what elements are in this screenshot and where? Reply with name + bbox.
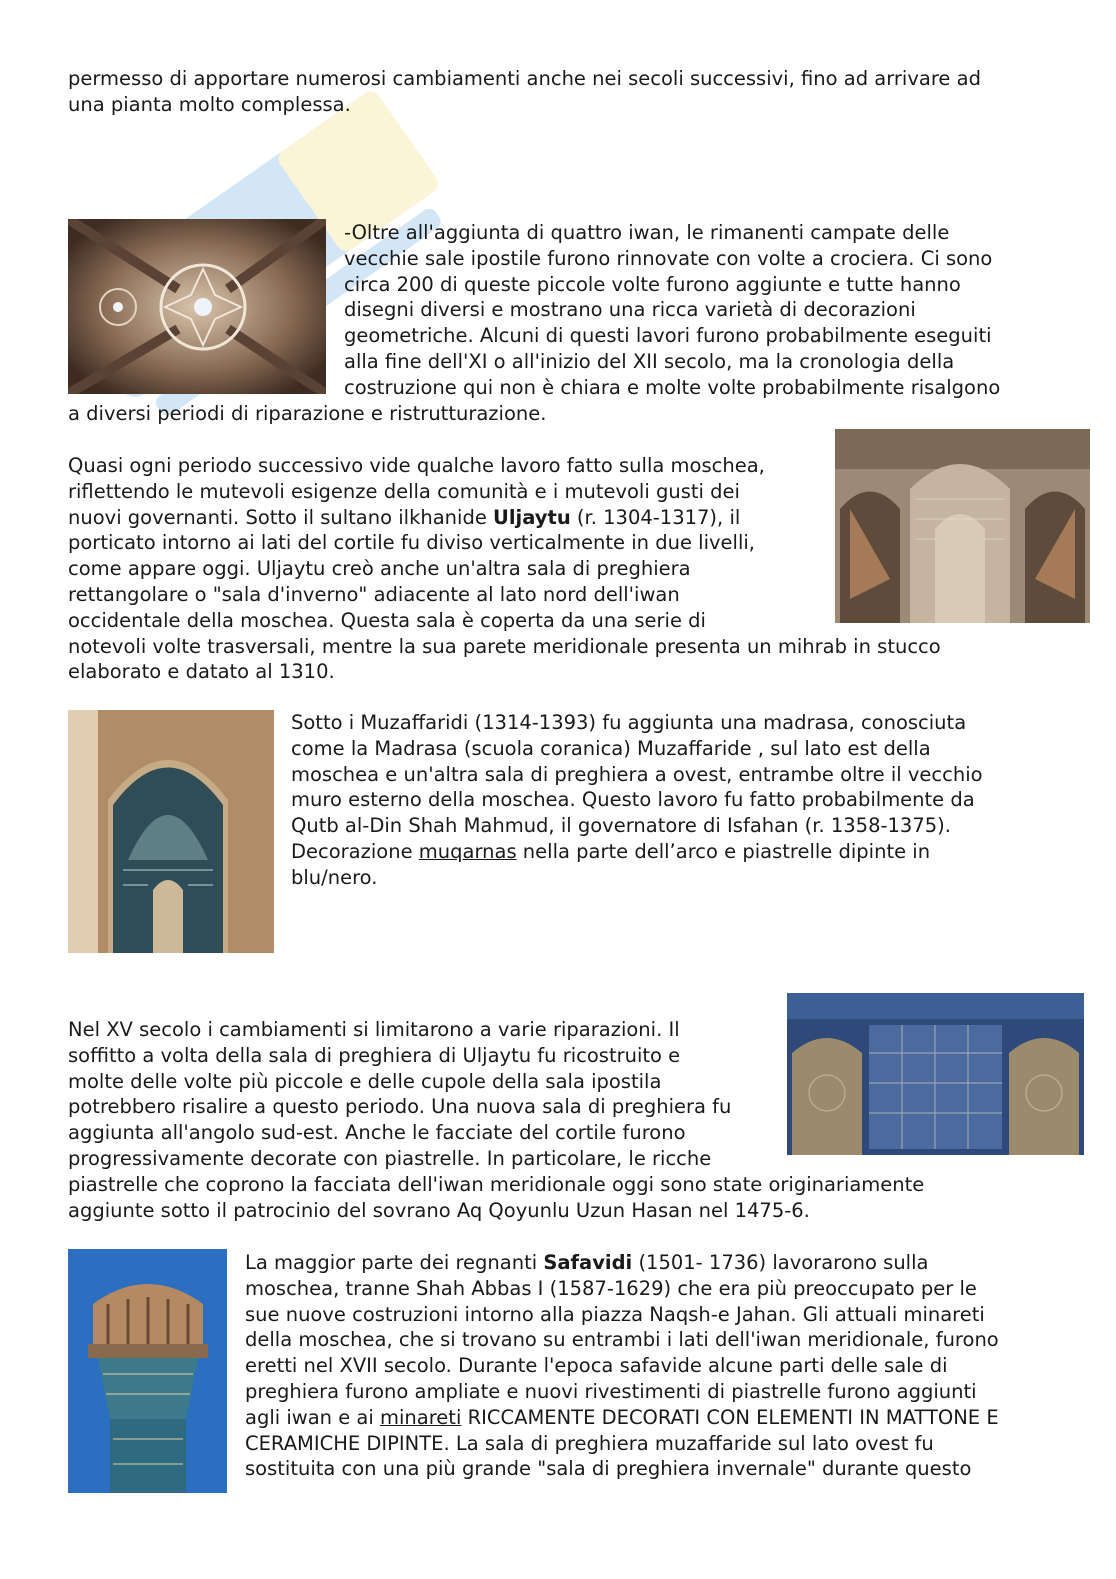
text-line: aggiunte sotto il patrocinio del sovrano Aq Qoyunlu Uzun Hasan nel 1475-6. <box>68 1198 810 1222</box>
text-line: Nel XV secolo i cambiamenti si limitarono a varie riparazioni. Il <box>68 1018 680 1041</box>
text-line: sue nuove costruzioni intorno alla piazza Naqsh-e Jahan. Gli attuali minareti <box>245 1302 985 1326</box>
text-line: blu/nero. <box>291 865 378 889</box>
text-span: (1501- 1736) lavorarono sulla <box>632 1251 929 1274</box>
text-span: nella parte dell’arco e piastrelle dipinte in <box>516 839 931 863</box>
text-line: a diversi periodi di riparazione e ristrutturazione. <box>68 401 547 425</box>
text-line: eretti nel XVII secolo. Durante l'epoca safavide alcune parti delle sale di <box>245 1354 948 1378</box>
text-line: notevoli volte trasversali, mentre la sua parete meridionale presenta un mihrab in stucco <box>68 634 941 658</box>
text-line: costruzione qui non è chiara e molte volte probabilmente risalgono <box>344 375 1001 399</box>
text-span: RICCAMENTE DECORATI CON ELEMENTI IN MATTONE E <box>461 1405 999 1429</box>
text-line: preghiera furono ampliate e nuovi rivestimenti di piastrelle furono aggiunti <box>245 1379 977 1403</box>
muzaffaridi-paragraph <box>291 710 983 891</box>
text-line: vecchie sale ipostile furono rinnovate con volte a crociera. Ci sono <box>344 246 993 270</box>
minareti-link[interactable]: minareti <box>380 1405 462 1429</box>
text-line: potrebbero risalire a questo periodo. Una nuova sala di preghiera fu <box>68 1095 732 1119</box>
text-line: Qutb al-Din Shah Mahmud, il governatore di Isfahan (r. 1358-1375). <box>291 814 951 838</box>
iwan-muqarnas-photo <box>68 710 274 953</box>
text-line: come appare oggi. Uljaytu creò anche un'altra sala di preghiera <box>68 557 691 581</box>
bold-term-safavidi: Safavidi <box>543 1251 633 1274</box>
text-span: nuovi governanti. Sotto il sultano ilkhanide <box>68 505 494 529</box>
text-line: una pianta molto complessa. <box>68 92 351 116</box>
bold-term-uljaytu: Uljaytu <box>493 505 571 529</box>
text-line: geometriche. Alcuni di questi lavori furono probabilmente eseguiti <box>344 324 992 348</box>
text-line: occidentale della moschea. Questa sala è coperta da una serie di <box>68 608 706 632</box>
text-line: moschea, tranne Shah Abbas I (1587-1629) che era più preoccupato per le <box>245 1276 977 1300</box>
text-line: aggiunta all'angolo sud-est. Anche le facciate del cortile furono <box>68 1121 686 1145</box>
text-line <box>68 505 941 531</box>
text-span: (r. 1304-1317), il <box>570 505 741 529</box>
minaret-photo <box>68 1249 227 1493</box>
text-line: piastrelle che coprono la facciata dell'iwan meridionale oggi sono state originariamente <box>68 1172 925 1196</box>
text-line <box>245 1405 999 1431</box>
text-line: della moschea, che si trovano su entrambi i lati dell'iwan meridionale, furono <box>245 1328 999 1352</box>
text-span: agli iwan e ai <box>245 1405 380 1429</box>
intro-paragraph <box>68 66 981 118</box>
text-line: come la Madrasa (scuola coranica) Muzaffaride , sul lato est della <box>291 736 931 760</box>
text-line: permesso di apportare numerosi cambiamenti anche nei secoli successivi, fino ad arrivare ad <box>68 67 981 90</box>
text-line: riflettendo le mutevoli esigenze della comunità e i mutevoli gusti dei <box>68 479 740 503</box>
text-line: progressivamente decorate con piastrelle. In particolare, le ricche <box>68 1146 712 1170</box>
fifteenth-century-paragraph <box>68 1017 924 1223</box>
muqarnas-link[interactable]: muqarnas <box>418 839 517 863</box>
text-line: elaborato e datato al 1310. <box>68 660 335 684</box>
uljaytu-paragraph <box>68 453 941 685</box>
text-line: moschea e un'altra sala di preghiera a ovest, entrambe oltre il vecchio <box>291 762 983 786</box>
text-line: Sotto i Muzaffaridi (1314-1393) fu aggiunta una madrasa, conosciuta <box>291 711 967 734</box>
text-span: Decorazione <box>291 839 419 863</box>
text-line <box>291 839 983 865</box>
text-line: soffitto a volta della sala di preghiera di Uljaytu fu ricostruito e <box>68 1043 681 1067</box>
vaults-paragraph <box>68 220 1000 426</box>
text-line: Quasi ogni periodo successivo vide qualche lavoro fatto sulla moschea, <box>68 454 765 477</box>
text-span: La maggior parte dei regnanti <box>245 1251 544 1274</box>
text-line: porticato intorno ai lati del cortile fu diviso verticalmente in due livelli, <box>68 531 755 555</box>
text-line <box>245 1250 999 1276</box>
text-line: disegni diversi e mostrano una ricca varietà di decorazioni <box>344 298 916 322</box>
text-line: alla fine dell'XI o all'inizio del XII secolo, ma la cronologia della <box>344 349 955 373</box>
text-line: rettangolare o "sala d'inverno" adiacente al lato nord dell'iwan <box>68 582 680 606</box>
text-line: molte delle volte più piccole e delle cupole della sala ipostila <box>68 1069 662 1093</box>
text-line: CERAMICHE DIPINTE. La sala di preghiera muzaffaride sul lato ovest fu <box>245 1431 934 1455</box>
safavidi-paragraph <box>245 1250 999 1482</box>
text-line: sostituita con una più grande "sala di preghiera invernale" durante questo <box>245 1457 972 1481</box>
text-line: muro esterno della moschea. Questo lavoro fu fatto probabilmente da <box>291 788 975 812</box>
text-line: circa 200 di queste piccole volte furono aggiunte e tutte hanno <box>344 272 961 296</box>
text-line: -Oltre all'aggiunta di quattro iwan, le rimanenti campate delle <box>344 221 950 244</box>
